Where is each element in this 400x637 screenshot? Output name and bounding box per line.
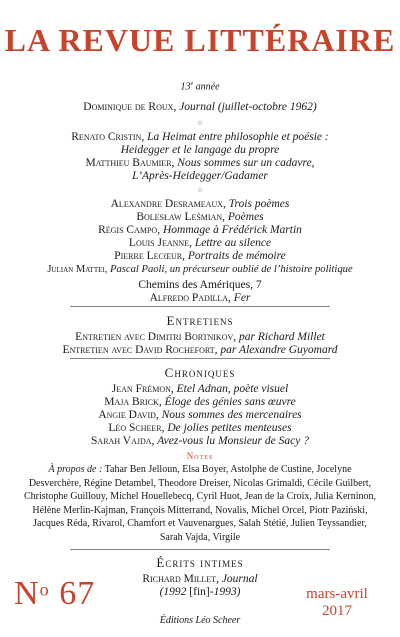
contents-entry: Julian Mattei, Pascal Paoli, un précurseur oublié de l’histoire politique [47, 264, 353, 275]
divider [70, 549, 330, 550]
chronicle-entry: Maja Brick, Éloge des génies sans œuvre [104, 396, 296, 408]
contents-entry: Chemins des Amériques, 7 [138, 279, 262, 291]
contents-entry: Régis Campo, Hommage à Frédérick Martin [98, 224, 302, 236]
contents-entry: Alfredo Padilla, Fer [149, 292, 251, 304]
section-heading-chroniques: Chroniques [164, 365, 236, 380]
publisher-name: Éditions Léo Scheer [159, 615, 241, 626]
interview-entry: Entretien avec Dimitri Bortnikov, par Richard Millet [75, 331, 325, 343]
contents-entry: Bolesław Leśmian, Poèmes [136, 211, 264, 223]
journal-dates: (1992 [fin]-1993) [159, 586, 241, 598]
contents-entry: Pierre Lecœur, Portraits de mémoire [114, 250, 286, 262]
journal-entry: Richard Millet, Journal [142, 573, 258, 585]
section-heading-notes: Notes [186, 451, 214, 461]
year-of-publication: 13e année [180, 81, 220, 93]
contents-entry: Louis Jeanne, Lettre au silence [128, 237, 272, 249]
issue-year: 2017 [322, 603, 352, 619]
masthead-title: LA REVUE LITTÉRAIRE [4, 22, 396, 58]
contents-entry-continued: Heidegger et le langage du propre [120, 144, 280, 156]
chronicle-entry: Angie David, Nous sommes des mercenaires [98, 409, 302, 421]
section-heading-ecrits-intimes: Écrits intimes [156, 555, 244, 570]
star-separator: ☆ [196, 119, 204, 127]
issue-number: $N^o$ 67 [14, 575, 96, 612]
notes-text: À propos de : Tahar Ben Jelloun, Elsa Boyer, Astolphe de Custine, Jocelyne Desverchère, Régine Detambel, Theodore Dreiser, Nicolas Grimaldi, Cécile Guilbert, Christophe Guillouy, Michel Houellebecq, Cyril Huot, Jean de la Croix, Julia Kerninon, Hélène Merlin-Kajman, François Mitterrand, Novalis, Michel Orcel, Piotr Paziński, Jacques Réda, Rivarol, Chamfort et Vauvenargues, Salah Stétié, Julien Teyssandier, Sarah Vajda, Virgile [23, 464, 377, 543]
chronicle-entry: Léo Scheer, De jolies petites menteuses [108, 422, 292, 434]
divider [70, 306, 330, 307]
section-heading-entretiens: Entretiens [166, 313, 234, 328]
contents-entry: Renato Cristin, La Heimat entre philosophie et poésie : [71, 131, 329, 143]
contents-entry: Dominique de Roux, Journal (juillet-octobre 1962) [83, 101, 317, 113]
issue-months: mars-avril [306, 586, 368, 602]
chronicle-entry: Sarah Vajda, Avez-vous lu Monsieur de Sacy ? [91, 435, 309, 447]
contents-entry: Alexandre Desrameaux, Trois poèmes [110, 198, 290, 210]
contents-entry-continued: L’Après-Heidegger/Gadamer [132, 170, 268, 182]
contents-entry: Matthieu Baumier, Nous sommes sur un cadavre, [85, 157, 315, 169]
star-separator: ☆ [196, 186, 204, 194]
chronicle-entry: Jean Frémon, Etel Adnan, poète visuel [111, 383, 289, 395]
interview-entry: Entretien avec David Rochefort, par Alexandre Guyomard [62, 344, 338, 356]
divider [70, 358, 330, 359]
